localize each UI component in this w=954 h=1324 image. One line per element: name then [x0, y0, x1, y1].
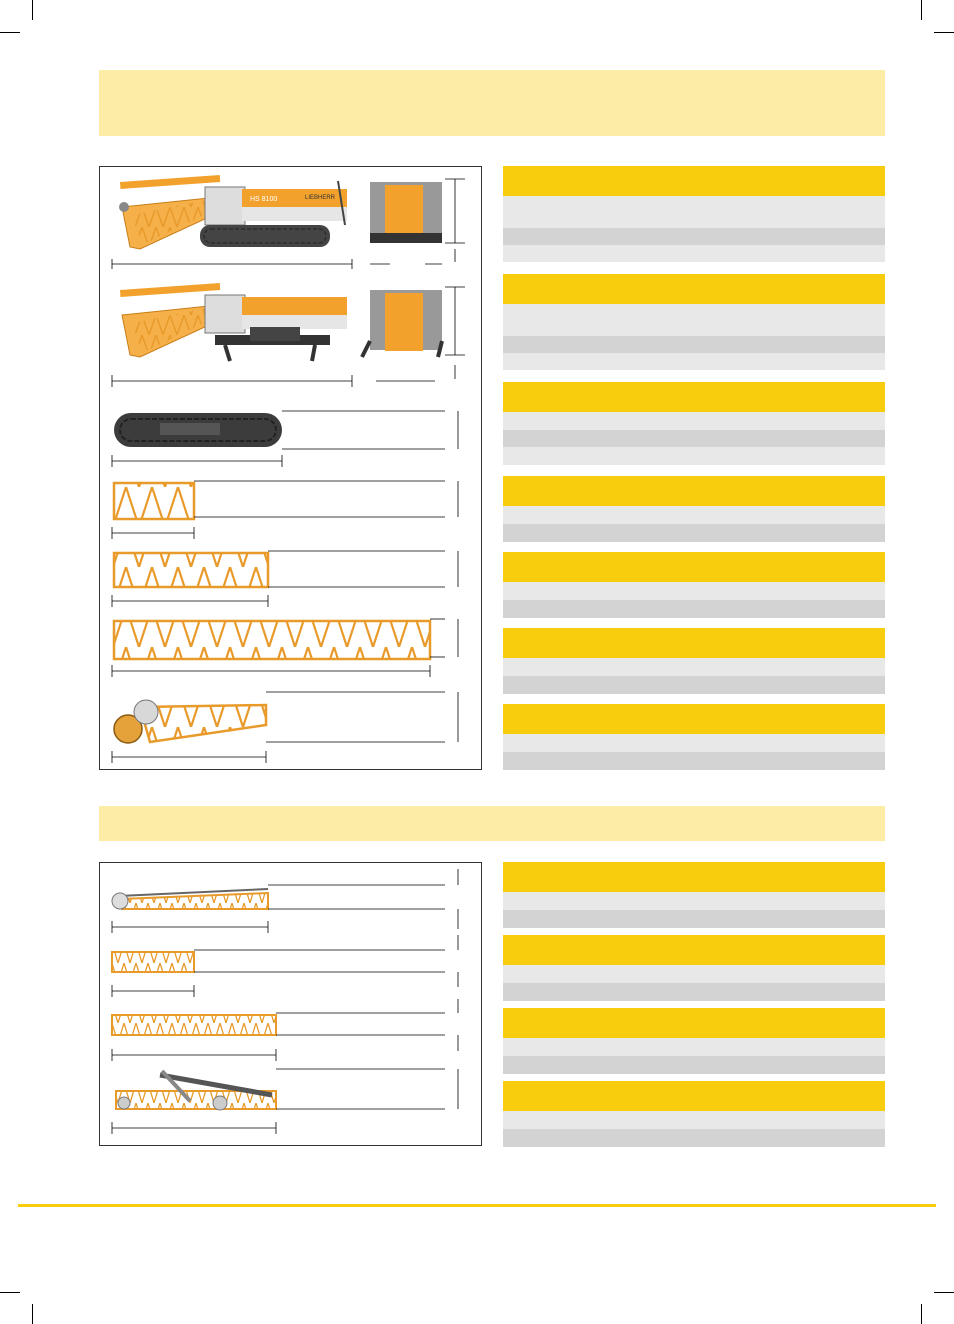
table-header — [503, 628, 885, 658]
table-header — [503, 862, 885, 892]
crawler-track-drawing — [112, 411, 458, 467]
spec-table-3 — [503, 382, 885, 465]
table-row — [503, 412, 885, 430]
dimension-drawings-frame — [99, 166, 482, 770]
jib-table-1 — [503, 862, 885, 928]
table-row — [503, 910, 885, 928]
crop-mark — [32, 0, 33, 20]
spec-table-1 — [503, 166, 885, 262]
table-row — [503, 228, 885, 245]
table-header — [503, 382, 885, 412]
table-row — [503, 196, 885, 228]
jib-foot-with-strut — [112, 1069, 458, 1134]
lattice-section-medium — [112, 551, 458, 607]
table-row — [503, 658, 885, 676]
crane-side-view-crawler — [112, 175, 465, 269]
table-row — [503, 430, 885, 447]
spec-table-2 — [503, 274, 885, 370]
jib-table-4 — [503, 1081, 885, 1147]
crop-mark — [934, 32, 954, 33]
crop-mark — [921, 0, 922, 20]
table-header — [503, 274, 885, 304]
crop-mark — [934, 1292, 954, 1293]
table-row — [503, 892, 885, 910]
table-row — [503, 582, 885, 600]
table-row — [503, 1038, 885, 1056]
jib-section-long — [112, 999, 458, 1061]
jib-table-3 — [503, 1008, 885, 1074]
jib-drawings-frame — [99, 862, 482, 1146]
table-row — [503, 1056, 885, 1074]
crop-mark — [0, 32, 20, 33]
table-header — [503, 935, 885, 965]
spec-table-4 — [503, 476, 885, 542]
table-row — [503, 524, 885, 542]
table-header — [503, 704, 885, 734]
table-row — [503, 304, 885, 336]
table-header — [503, 1008, 885, 1038]
footer-rule — [18, 1204, 936, 1207]
table-row — [503, 752, 885, 770]
jib-table-2 — [503, 935, 885, 1001]
spec-table-6 — [503, 628, 885, 694]
section-banner-dimensions — [99, 70, 885, 136]
crane-side-view-outriggers — [112, 283, 465, 387]
spec-table-7 — [503, 704, 885, 770]
boom-head-section — [112, 692, 458, 763]
section-banner-jib — [99, 806, 885, 841]
table-header — [503, 552, 885, 582]
table-row — [503, 600, 885, 618]
lattice-section-long — [112, 619, 458, 677]
crop-mark — [0, 1292, 20, 1293]
lattice-section-short — [112, 481, 458, 539]
crop-mark — [921, 1304, 922, 1324]
model-plate: HS 8100 — [250, 196, 278, 203]
jib-head-section — [112, 869, 458, 933]
jib-drawings — [100, 863, 483, 1147]
table-row — [503, 447, 885, 465]
table-row — [503, 245, 885, 262]
table-row — [503, 1129, 885, 1147]
table-row — [503, 1111, 885, 1129]
table-row — [503, 353, 885, 370]
table-row — [503, 983, 885, 1001]
manufacturer-plate: LIEBHERR — [305, 195, 336, 201]
jib-section-short — [112, 935, 458, 997]
crop-mark — [32, 1304, 33, 1324]
table-row — [503, 506, 885, 524]
table-row — [503, 734, 885, 752]
table-row — [503, 965, 885, 983]
table-row — [503, 676, 885, 694]
table-header — [503, 1081, 885, 1111]
dimension-drawings — [100, 167, 483, 771]
spec-table-5 — [503, 552, 885, 618]
table-header — [503, 476, 885, 506]
table-header — [503, 166, 885, 196]
table-row — [503, 336, 885, 353]
